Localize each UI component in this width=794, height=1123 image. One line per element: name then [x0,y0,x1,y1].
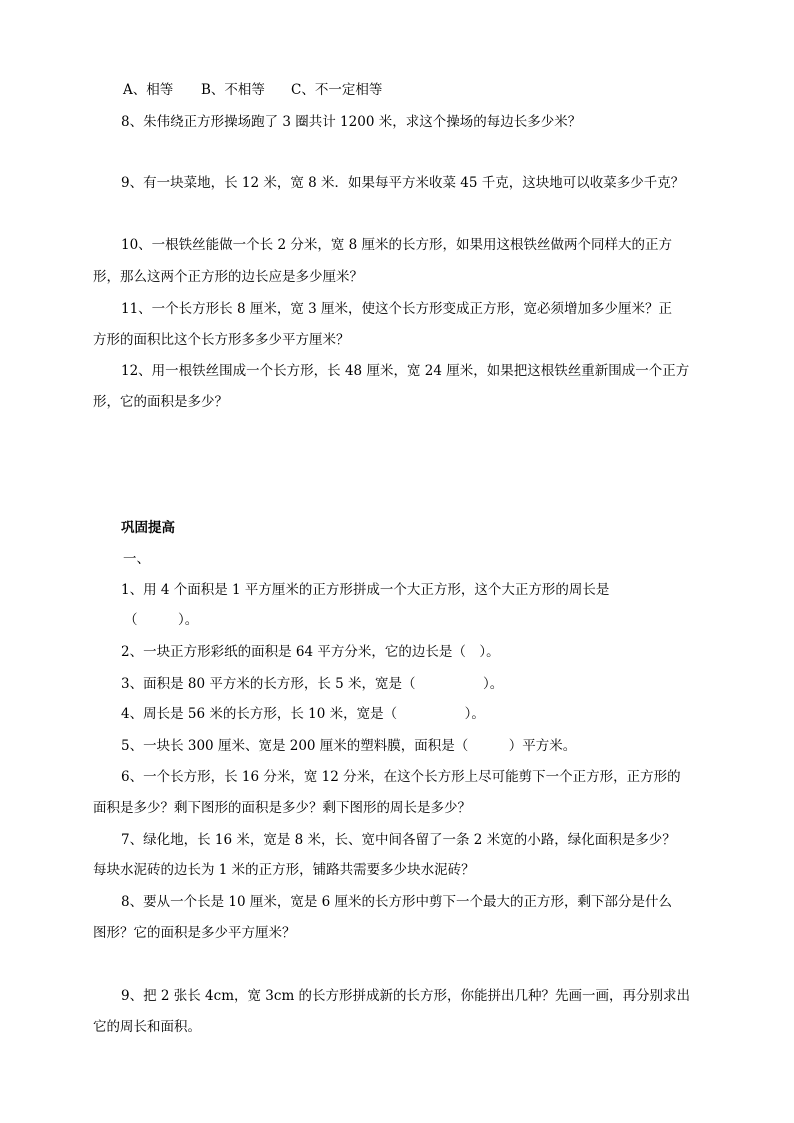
question-8: 8、朱伟绕正方形操场跑了 3 圈共计 1200 米，求这个操场的每边长多少米？ [121,114,582,130]
exercise-8-line-2: 图形？它的面积是多少平方厘米？ [93,925,296,941]
exercise-1-line-1: 1、用 4 个面积是 1 平方厘米的正方形拼成一个大正方形，这个大正方形的周长是 [121,582,610,598]
question-9: 9、有一块菜地，长 12 米，宽 8 米．如果每平方米收菜 45 千克，这块地可以收菜多少千克？ [121,175,685,191]
question-12-line-1: 12、用一根铁丝围成一个长方形，长 48 厘米，宽 24 厘米，如果把这根铁丝重新围成一个正方 [121,363,690,379]
question-10-line-1: 10、一根铁丝能做一个长 2 分米，宽 8 厘米的长方形，如果用这根铁丝做两个同样大的正方 [121,237,673,253]
question-11-line-2: 方形的面积比这个长方形多多少平方厘米？ [93,332,350,348]
exercise-7-line-2: 每块水泥砖的边长为 1 米的正方形，铺路共需要多少块水泥砖？ [93,862,475,878]
exercise-8-line-1: 8、要从一个长是 10 厘米，宽是 6 厘米的长方形中剪下一个最大的正方形，剩下部分是什么 [121,894,673,910]
question-12-line-2: 形，它的面积是多少？ [93,394,228,410]
exercise-6-line-1: 6、一个长方形，长 16 分米，宽 12 分米，在这个长方形上尽可能剪下一个正方形，正方形的 [121,769,681,785]
option-b: B、不相等 [201,82,265,98]
option-a: A、相等 [123,82,174,98]
question-11-line-1: 11、一个长方形长 8 厘米，宽 3 厘米，使这个长方形变成正方形，宽必须增加多少厘米？正 [121,301,673,317]
section-heading: 巩固提高 [121,520,175,536]
exercise-3: 3、面积是 80 平方米的长方形，长 5 米，宽是（ ）。 [121,676,504,692]
exercise-2: 2、一块正方形彩纸的面积是 64 平方分米，它的边长是（ ）。 [121,644,500,660]
exercise-7-line-1: 7、绿化地，长 16 米，宽是 8 米，长、宽中间各留了一条 2 米宽的小路，绿化面积是多少？ [121,832,676,848]
exercise-4: 4、周长是 56 米的长方形，长 10 米，宽是（ ）。 [121,706,485,722]
exercise-9-line-2: 它的周长和面积。 [93,1019,201,1035]
option-c: C、不一定相等 [291,82,383,98]
section-subheading: 一、 [123,551,150,567]
question-10-line-2: 形，那么这两个正方形的边长应是多少厘米？ [93,269,363,285]
exercise-9-line-1: 9、把 2 张长 4cm，宽 3cm 的长方形拼成新的长方形，你能拼出几种？先画一画，再分别求出 [121,988,691,1004]
exercise-5: 5、一块长 300 厘米、宽是 200 厘米的塑料膜，面积是（ ）平方米。 [121,738,577,754]
exercise-1-line-2: （ ）。 [124,612,199,628]
exercise-6-line-2: 面积是多少？剩下图形的面积是多少？剩下图形的周长是多少？ [93,800,471,816]
